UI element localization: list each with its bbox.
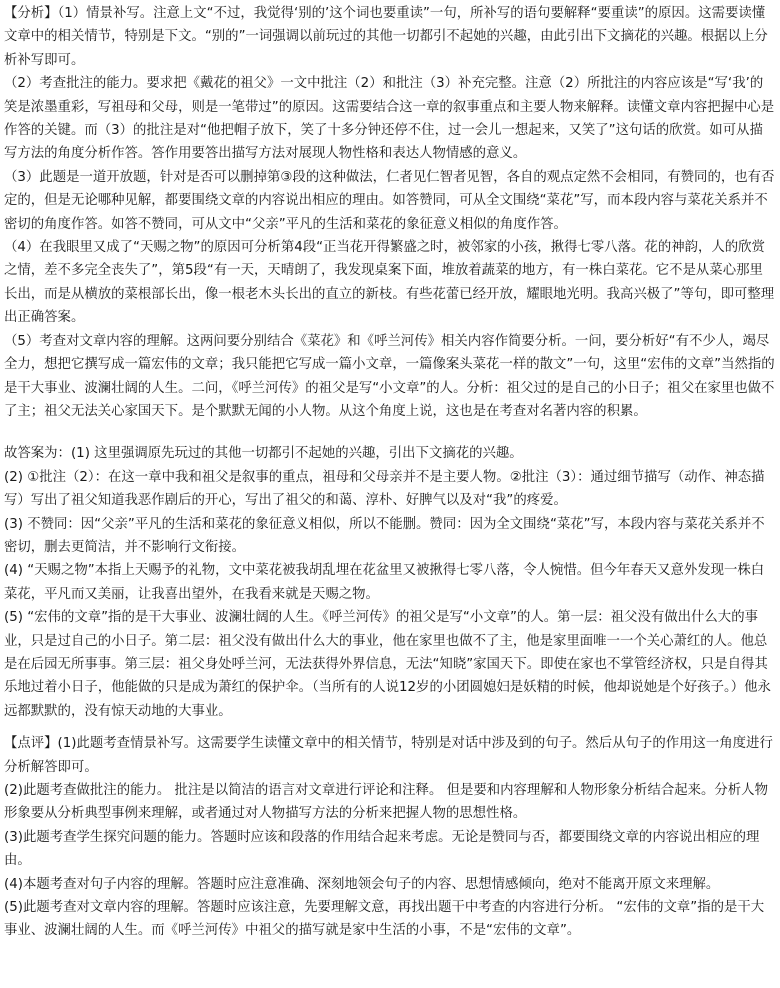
analysis-paragraph-1: 【分析】（1）情景补写。注意上文“不过，我觉得‘别的’这个词也要重读”一句，所补写的语句要解释“要重读”的原因。这需要读懂文章中的相关情节，特别是下文。“别的”一词强调以前玩过的其他一切都引不起她的兴趣，由此引出下文摘花的兴趣。根据以上分析补写即可。 — [4, 6, 768, 68]
comment-section — [4, 732, 776, 943]
answer-paragraph-3: (3) 不赞同：因“父亲”平凡的生活和菜花的象征意义相似，所以不能删。赞同：因为全文围绕“菜花”写，本段内容与菜花关系并不密切，删去更简洁，并不影响行文衔接。 — [4, 516, 765, 555]
analysis-paragraph-3: （3）此题是一道开放题，针对是否可以删掉第③段的这种做法，仁者见仁智者见智，各自的观点定然不会相同，有赞同的，也有否定的，但是无论哪种见解，都要围绕文章的内容说出相应的理由。如答赞同，可从全文围绕“菜花”写，而本段内容与菜花关系并不密切的角度作答。如答不赞同，可从文中“父亲”平凡的生活和菜花的象征意义相似的角度作答。 — [4, 169, 775, 232]
comment-paragraph-3: (3)此题考查学生探究问题的能力。答题时应该和段落的作用结合起来考虑。无论是赞同与否，都要围绕文章的内容说出相应的理由。 — [4, 829, 760, 869]
answer-section — [4, 442, 776, 723]
comment-paragraph-5: (5)此题考查对文章内容的理解。答题时应该注意，先要理解文意，再找出题干中考查的内容进行分析。 “宏伟的文章”指的是干大事业、波澜壮阔的人生。而《呼兰河传》中祖父的描写就是家中生活的小事，不是“宏伟的文章”。 — [4, 900, 765, 939]
answer-paragraph-2: (2) ①批注（2）：在这一章中我和祖父是叙事的重点，祖母和父母亲并不是主要人物。②批注（3）：通过细节描写（动作、神态描写）写出了祖父知道我恶作剧后的开心，写出了祖父的和蔼、淳朴、好脾气以及对“我”的疼爱。 — [4, 469, 765, 509]
answer-paragraph-4: (4) “天赐之物”本指上天赐予的礼物，文中菜花被我胡乱埋在花盆里又被揪得七零八落，令人惋惜。但今年春天又意外发现一株白菜花，平凡而又美丽，让我喜出望外，在我看来就是天赐之物。 — [4, 563, 765, 602]
comment-paragraph-2: (2)此题考查做批注的能力。 批注是以简洁的语言对文章进行评论和注释。 但是要和内容理解和人物形象分析结合起来。分析人物形象要从分析典型事例来理解，或者通过对人物描写方法的分析来把握人物的思想性格。 — [4, 783, 768, 822]
section-spacer — [4, 423, 776, 442]
analysis-paragraph-5: （5）考查对文章内容的理解。这两问要分别结合《菜花》和《呼兰河传》相关内容作简要分析。一问，要分析好“有不少人，竭尽全力，想把它撰写成一篇宏伟的文章；我只能把它写成一篇小文章，一篇像案头菜花一样的散文”一句，这里“宏伟的文章”当然指的是干大事业、波澜壮阔的人生。二问，《呼兰河传》的祖父是写“小文章”的人。分析：祖父过的是自己的小日子；祖父在家里也做不了主；祖父无法关心家国天下。是个默默无闻的小人物。从这个角度上说，这也是在考查对名著内容的积累。 — [4, 333, 775, 419]
answer-paragraph-5: (5) “宏伟的文章”指的是干大事业、波澜壮阔的人生。《呼兰河传》的祖父是写“小文章”的人。第一层：祖父没有做出什么大的事业，只是过自己的小日子。第二层：祖父没有做出什么大的事业，他在家里也做不了主，他是家里面唯一一个关心萧红的人。他总是在后园无所事事。第三层：祖父身处呼兰河，无法获得外界信息，无法“知晓”家国天下。即使在家也不掌管经济权，只是自得其乐地过着小日子，他能做的只是成为萧红的保护伞。（当所有的人说12岁的小团圆媳妇是妖精的时候，他却说她是个好孩子。）他永远都默默的，没有惊天动地的大事业。 — [4, 610, 771, 719]
analysis-paragraph-4: （4）在我眼里又成了“天赐之物”的原因可分析第4段“正当花开得繁盛之时，被邻家的小孩，揪得七零八落。花的神韵，人的欣赏之情，差不多完全丧失了”，第5段“有一天，天晴朗了，我发现桌案下面，堆放着蔬菜的地方，有一株白菜花。它不是从菜心那里长出，而是从横放的菜根部长出，像一根老木头长出的直立的新枝。有些花蕾已经开放，耀眼地光明。我高兴极了”等句，即可整理出正确答案。 — [4, 240, 775, 326]
comment-paragraph-4: (4)本题考查对句子内容的理解。答题时应注意准确、深刻地领会句子的内容、思想情感倾向，绝对不能离开原文来理解。 — [4, 876, 720, 892]
comment-paragraph-1: 【点评】(1)此题考查情景补写。这需要学生读懂文章中的相关情节，特别是对话中涉及到的句子。然后从句子的作用这一角度进行分析解答即可。 — [4, 736, 773, 775]
analysis-paragraph-2: （2）考查批注的能力。要求把《戴花的祖父》一文中批注（2）和批注（3）补充完整。注意（2）所批注的内容应该是“写‘我’的笑是浓墨重彩，写祖母和父母，则是一笔带过”的原因。这需要结合这一章的叙事重点和主要人物来解释。读懂文章内容把握中心是作答的关键。而（3）的批注是对“他把帽子放下，笑了十多分钟还停不住，过一会儿一想起来，又笑了”这句话的欣赏。如可从描写方法的角度分析作答。答作用要答出描写方法对展现人物性格和表达人物情感的意义。 — [4, 76, 775, 162]
analysis-section — [4, 2, 776, 423]
section-spacer — [4, 723, 776, 732]
answer-paragraph-1: 故答案为：(1) 这里强调原先玩过的其他一切都引不起她的兴趣，引出下文摘花的兴趣。 — [4, 446, 523, 462]
